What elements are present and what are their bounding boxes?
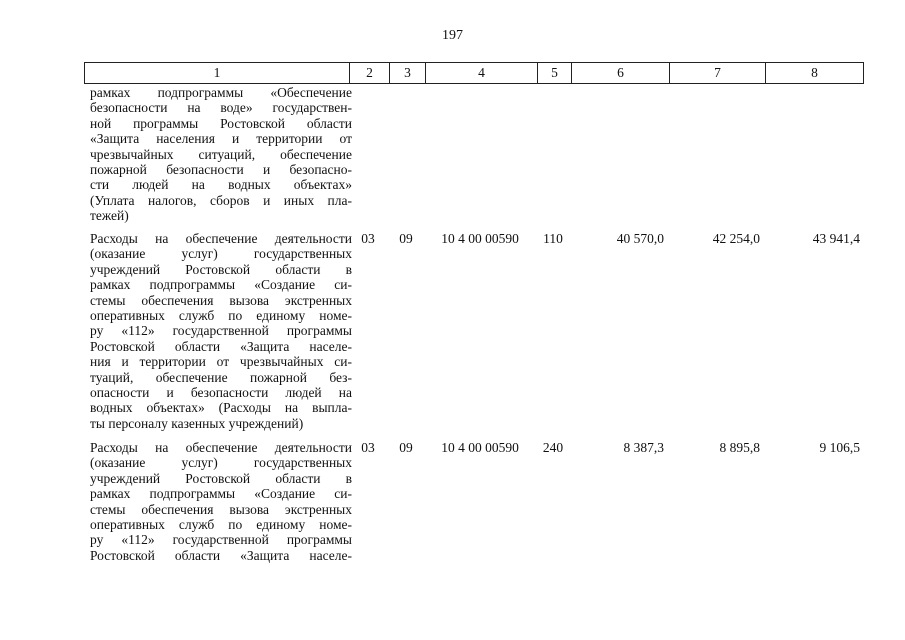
table-header-row — [84, 62, 864, 84]
description-line: (оказание услуг) государственных — [90, 246, 352, 262]
description-line: опасности и безопасности людей на — [90, 384, 352, 400]
description-line: Ростовской области «Защита населе- — [90, 338, 352, 354]
description-line: (оказание услуг) государственных — [90, 455, 352, 471]
description-line: Расходы на обеспечение деятельности — [90, 440, 352, 455]
cell-c5: 110 — [543, 231, 563, 246]
cell-c3: 09 — [399, 440, 413, 455]
description-line: ты персоналу казенных учреждений) — [90, 415, 304, 431]
cell-c7: 42 254,0 — [712, 231, 760, 246]
header-col-6: 6 — [571, 63, 669, 83]
description-line: учреждений Ростовской области в — [90, 261, 352, 277]
description-line: рамках подпрограммы «Создание си- — [90, 486, 352, 502]
row-description — [90, 231, 352, 431]
description-line: безопасности на воде» государствен- — [90, 100, 352, 116]
cell-c7: 8 895,8 — [719, 440, 760, 455]
cell-c8: 9 106,5 — [819, 440, 860, 455]
header-col-1: 1 — [213, 65, 221, 80]
cell-c2: 03 — [361, 231, 375, 246]
header-col-4: 4 — [425, 63, 537, 83]
row-description — [90, 440, 352, 563]
description-line: оперативных служб по единому номе- — [90, 307, 352, 323]
description-line: учреждений Ростовской области в — [90, 470, 352, 486]
header-col-8: 8 — [765, 63, 863, 83]
header-col-3: 3 — [389, 63, 425, 83]
cell-c4: 10 4 00 00590 — [441, 231, 519, 246]
page-number: 197 — [442, 28, 463, 43]
cell-c4: 10 4 00 00590 — [441, 440, 519, 455]
description-line: рамках подпрограммы «Обеспечение — [90, 85, 352, 100]
description-line: «Защита населения и территории от — [90, 131, 352, 147]
cell-c3: 09 — [399, 231, 413, 246]
description-line: стемы обеспечения вызова экстренных — [90, 292, 352, 308]
header-col-2: 2 — [349, 63, 389, 83]
cell-c8: 43 941,4 — [812, 231, 860, 246]
header-col-5: 5 — [537, 63, 571, 83]
header-col-7: 7 — [669, 63, 765, 83]
cell-c5: 240 — [542, 440, 564, 455]
cell-c2: 03 — [361, 440, 375, 455]
cell-c6: 8 387,3 — [623, 440, 664, 455]
description-line: чрезвычайных ситуаций, обеспечение — [90, 146, 352, 162]
description-line: оперативных служб по единому номе- — [90, 516, 352, 532]
description-line: ной программы Ростовской области — [90, 115, 352, 131]
description-line: Расходы на обеспечение деятельности — [90, 231, 352, 246]
description-line: сти людей на водных объектах» — [90, 177, 352, 193]
description-line: Ростовской области «Защита населе- — [90, 547, 352, 563]
description-line: ния и территории от чрезвычайных си- — [90, 354, 352, 370]
description-line: ру «112» государственной программы — [90, 532, 352, 548]
description-line: рамках подпрограммы «Создание си- — [90, 277, 352, 293]
description-line: тежей) — [90, 208, 129, 224]
description-line: (Уплата налогов, сборов и иных пла- — [90, 192, 352, 208]
row-description — [90, 85, 352, 224]
cell-c6: 40 570,0 — [616, 231, 664, 246]
description-line: стемы обеспечения вызова экстренных — [90, 501, 352, 517]
description-line: туаций, обеспечение пожарной без- — [90, 369, 352, 385]
description-line: пожарной безопасности и безопасно- — [90, 161, 352, 177]
description-line: водных объектах» (Расходы на выпла- — [90, 400, 352, 416]
description-line: ру «112» государственной программы — [90, 323, 352, 339]
